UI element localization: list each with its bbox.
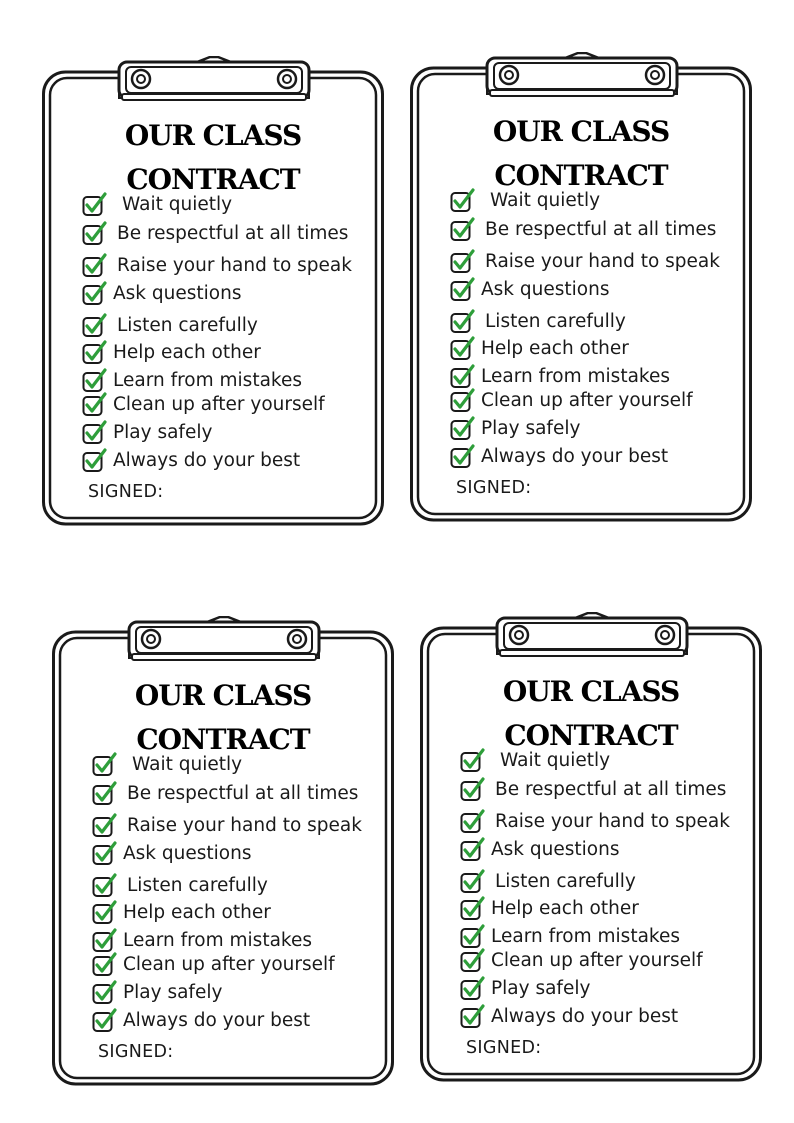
title-line-2: CONTRACT	[504, 719, 678, 752]
checklist-item-label: Listen carefully	[127, 875, 268, 896]
checklist-item-label: Listen carefully	[485, 311, 626, 332]
contract-title	[410, 110, 752, 198]
checklist-item-label: Play safely	[113, 422, 213, 443]
checkbox-checked-icon	[92, 900, 118, 926]
checkbox-checked-icon	[82, 368, 108, 394]
checklist-item-label: Raise your hand to speak	[117, 255, 352, 276]
checkbox-checked-icon	[92, 841, 118, 867]
checklist-item-label: Be respectful at all times	[127, 783, 359, 804]
checkbox-checked-icon	[82, 192, 108, 218]
checkbox-checked-icon	[450, 217, 476, 243]
checkbox-checked-icon	[450, 188, 476, 214]
checklist-item-label: Be respectful at all times	[117, 223, 349, 244]
title-line-2: CONTRACT	[494, 159, 668, 192]
checkbox-checked-icon	[460, 976, 486, 1002]
checklist-item-label: Clean up after yourself	[481, 390, 693, 411]
checkbox-checked-icon	[450, 364, 476, 390]
checkbox-checked-icon	[92, 1008, 118, 1034]
checklist-item-label: Learn from mistakes	[481, 366, 670, 387]
checkbox-checked-icon	[82, 221, 108, 247]
signed-label: SIGNED:	[88, 482, 164, 502]
checkbox-checked-icon	[82, 340, 108, 366]
checkbox-checked-icon	[82, 281, 108, 307]
checklist-item-label: Help each other	[481, 338, 629, 359]
checklist-item-label: Ask questions	[491, 839, 620, 860]
checklist-item-label: Wait quietly	[490, 190, 601, 211]
clipboard-card-3	[52, 616, 394, 1086]
checkbox-checked-icon	[92, 928, 118, 954]
checkbox-checked-icon	[460, 924, 486, 950]
contract-title	[52, 674, 394, 762]
checkbox-checked-icon	[450, 416, 476, 442]
checklist-item-label: Help each other	[491, 898, 639, 919]
checklist-item-label: Listen carefully	[117, 315, 258, 336]
clipboard-card-2	[410, 52, 752, 522]
checklist-item-label: Ask questions	[123, 843, 252, 864]
checklist-item-label: Ask questions	[481, 279, 610, 300]
checklist-item-label: Always do your best	[113, 450, 301, 471]
checklist-item-label: Raise your hand to speak	[127, 815, 362, 836]
checkbox-checked-icon	[460, 777, 486, 803]
checklist-item-label: Be respectful at all times	[485, 219, 717, 240]
checklist-item-label: Help each other	[123, 902, 271, 923]
clipboard-card-1	[42, 56, 384, 526]
checkbox-checked-icon	[450, 388, 476, 414]
checklist-item-label: Play safely	[481, 418, 581, 439]
checkbox-checked-icon	[82, 253, 108, 279]
checklist-item-label: Wait quietly	[500, 750, 611, 771]
title-line-1: OUR CLASS	[492, 115, 670, 148]
checkbox-checked-icon	[460, 748, 486, 774]
title-line-1: OUR CLASS	[502, 675, 680, 708]
checkbox-checked-icon	[460, 896, 486, 922]
checklist-item-label: Ask questions	[113, 283, 242, 304]
signed-label: SIGNED:	[466, 1038, 542, 1058]
title-line-2: CONTRACT	[136, 723, 310, 756]
checklist-item-label: Always do your best	[123, 1010, 311, 1031]
checklist-item-label: Play safely	[491, 978, 591, 999]
checkbox-checked-icon	[92, 980, 118, 1006]
checkbox-checked-icon	[82, 420, 108, 446]
checkbox-checked-icon	[92, 752, 118, 778]
checkbox-checked-icon	[82, 313, 108, 339]
checkbox-checked-icon	[450, 249, 476, 275]
checklist-item-label: Be respectful at all times	[495, 779, 727, 800]
checklist-item-label: Play safely	[123, 982, 223, 1003]
checkbox-checked-icon	[450, 309, 476, 335]
checklist-item-label: Raise your hand to speak	[495, 811, 730, 832]
checklist-item-label: Wait quietly	[122, 194, 233, 215]
checkbox-checked-icon	[460, 1004, 486, 1030]
checkbox-checked-icon	[450, 444, 476, 470]
checkbox-checked-icon	[82, 448, 108, 474]
checkbox-checked-icon	[92, 813, 118, 839]
checklist-item-label: Clean up after yourself	[113, 394, 325, 415]
contract-title	[42, 114, 384, 202]
checklist-item-label: Clean up after yourself	[123, 954, 335, 975]
checkbox-checked-icon	[450, 277, 476, 303]
contract-title	[420, 670, 762, 758]
title-line-1: OUR CLASS	[124, 119, 302, 152]
checklist-item-label: Listen carefully	[495, 871, 636, 892]
checkbox-checked-icon	[460, 809, 486, 835]
checklist-item-label: Learn from mistakes	[123, 930, 312, 951]
checkbox-checked-icon	[460, 837, 486, 863]
checklist-item-label: Learn from mistakes	[491, 926, 680, 947]
checklist-item-label: Always do your best	[481, 446, 669, 467]
checkbox-checked-icon	[460, 869, 486, 895]
checkbox-checked-icon	[92, 873, 118, 899]
title-line-1: OUR CLASS	[134, 679, 312, 712]
checklist-item-label: Clean up after yourself	[491, 950, 703, 971]
checkbox-checked-icon	[82, 392, 108, 418]
checkbox-checked-icon	[450, 336, 476, 362]
checkbox-checked-icon	[92, 781, 118, 807]
checkbox-checked-icon	[92, 952, 118, 978]
checklist-item-label: Help each other	[113, 342, 261, 363]
signed-label: SIGNED:	[456, 478, 532, 498]
checkbox-checked-icon	[460, 948, 486, 974]
checklist-item-label: Wait quietly	[132, 754, 243, 775]
title-line-2: CONTRACT	[126, 163, 300, 196]
clipboard-card-4	[420, 612, 762, 1082]
checklist-item-label: Raise your hand to speak	[485, 251, 720, 272]
checklist-item-label: Learn from mistakes	[113, 370, 302, 391]
signed-label: SIGNED:	[98, 1042, 174, 1062]
checklist-item-label: Always do your best	[491, 1006, 679, 1027]
